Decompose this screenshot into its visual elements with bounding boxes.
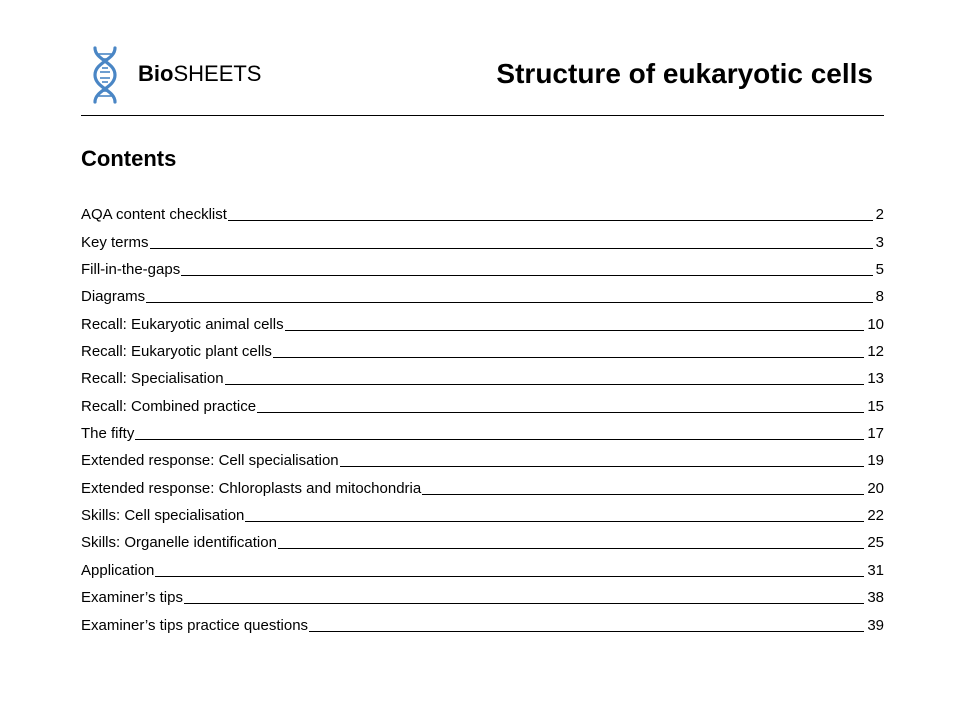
toc-entry[interactable] bbox=[81, 525, 884, 552]
toc-entry-page: 39 bbox=[867, 616, 884, 634]
dna-helix-icon bbox=[91, 46, 119, 104]
toc-entry[interactable] bbox=[81, 416, 884, 443]
toc-leader-line bbox=[150, 248, 873, 249]
toc-entry-label: Diagrams bbox=[81, 288, 146, 306]
toc-leader-line bbox=[257, 412, 864, 413]
toc-leader-line bbox=[278, 548, 864, 549]
toc-entry-label: Extended response: Chloroplasts and mitochondria bbox=[81, 479, 422, 497]
toc-entry-page: 20 bbox=[867, 479, 884, 497]
toc-entry-label: Recall: Specialisation bbox=[81, 370, 224, 388]
toc-leader-line bbox=[285, 330, 865, 331]
toc-entry[interactable] bbox=[81, 334, 884, 361]
toc-entry[interactable] bbox=[81, 252, 884, 279]
toc-leader-line bbox=[228, 220, 873, 221]
toc-entry-label: AQA content checklist bbox=[81, 206, 227, 224]
toc-entry[interactable] bbox=[81, 306, 884, 333]
toc-entry-label: Recall: Eukaryotic plant cells bbox=[81, 343, 272, 361]
toc-entry-label: Skills: Cell specialisation bbox=[81, 507, 245, 525]
toc-entry-page: 38 bbox=[867, 589, 884, 607]
toc-entry-page: 12 bbox=[867, 343, 884, 361]
toc-entry[interactable] bbox=[81, 580, 884, 607]
toc-entry[interactable] bbox=[81, 443, 884, 470]
toc-entry-label: Extended response: Cell specialisation bbox=[81, 452, 339, 470]
toc-leader-line bbox=[135, 439, 864, 440]
toc-leader-line bbox=[181, 275, 872, 276]
toc-entry[interactable] bbox=[81, 197, 884, 224]
toc-entry-page: 17 bbox=[867, 425, 884, 443]
toc-leader-line bbox=[273, 357, 864, 358]
toc-entry[interactable] bbox=[81, 279, 884, 306]
toc-entry[interactable] bbox=[81, 224, 884, 251]
toc-entry[interactable] bbox=[81, 607, 884, 634]
toc-entry[interactable] bbox=[81, 552, 884, 579]
toc-leader-line bbox=[422, 494, 864, 495]
toc-entry[interactable] bbox=[81, 388, 884, 415]
contents-heading: Contents bbox=[81, 146, 177, 171]
toc-entry[interactable] bbox=[81, 361, 884, 388]
toc-entry-page: 5 bbox=[875, 261, 884, 279]
toc-entry-page: 10 bbox=[867, 315, 884, 333]
toc-entry-page: 3 bbox=[875, 233, 884, 251]
toc-leader-line bbox=[184, 603, 864, 604]
brand-bold: Bio bbox=[138, 61, 174, 86]
toc-leader-line bbox=[146, 302, 872, 303]
toc-entry-page: 22 bbox=[867, 507, 884, 525]
toc-leader-line bbox=[155, 576, 864, 577]
toc-entry-page: 19 bbox=[867, 452, 884, 470]
toc-entry-label: The fifty bbox=[81, 425, 135, 443]
toc-entry-label: Examiner’s tips bbox=[81, 589, 183, 607]
toc-leader-line bbox=[340, 466, 865, 467]
toc-entry-page: 8 bbox=[875, 288, 884, 306]
brand-regular: SHEETS bbox=[173, 61, 262, 86]
toc-entry-page: 13 bbox=[867, 370, 884, 388]
document-title: Structure of eukaryotic cells bbox=[496, 58, 873, 89]
toc-leader-line bbox=[245, 521, 864, 522]
toc-entry-page: 31 bbox=[867, 561, 884, 579]
toc-entry[interactable] bbox=[81, 498, 884, 525]
toc-entry-page: 15 bbox=[867, 397, 884, 415]
toc-leader-line bbox=[309, 631, 864, 632]
toc-entry-page: 25 bbox=[867, 534, 884, 552]
toc-entry-label: Application bbox=[81, 561, 155, 579]
toc-entry-page: 2 bbox=[875, 206, 884, 224]
brand-logo-text bbox=[138, 61, 261, 87]
toc-entry-label: Key terms bbox=[81, 233, 149, 251]
toc-entry-label: Examiner’s tips practice questions bbox=[81, 616, 309, 634]
table-of-contents bbox=[81, 197, 884, 635]
toc-entry[interactable] bbox=[81, 470, 884, 497]
toc-entry-label: Fill-in-the-gaps bbox=[81, 261, 181, 279]
toc-entry-label: Recall: Combined practice bbox=[81, 397, 257, 415]
page-header bbox=[81, 40, 884, 116]
toc-entry-label: Skills: Organelle identification bbox=[81, 534, 277, 552]
toc-leader-line bbox=[225, 384, 865, 385]
toc-entry-label: Recall: Eukaryotic animal cells bbox=[81, 315, 284, 333]
